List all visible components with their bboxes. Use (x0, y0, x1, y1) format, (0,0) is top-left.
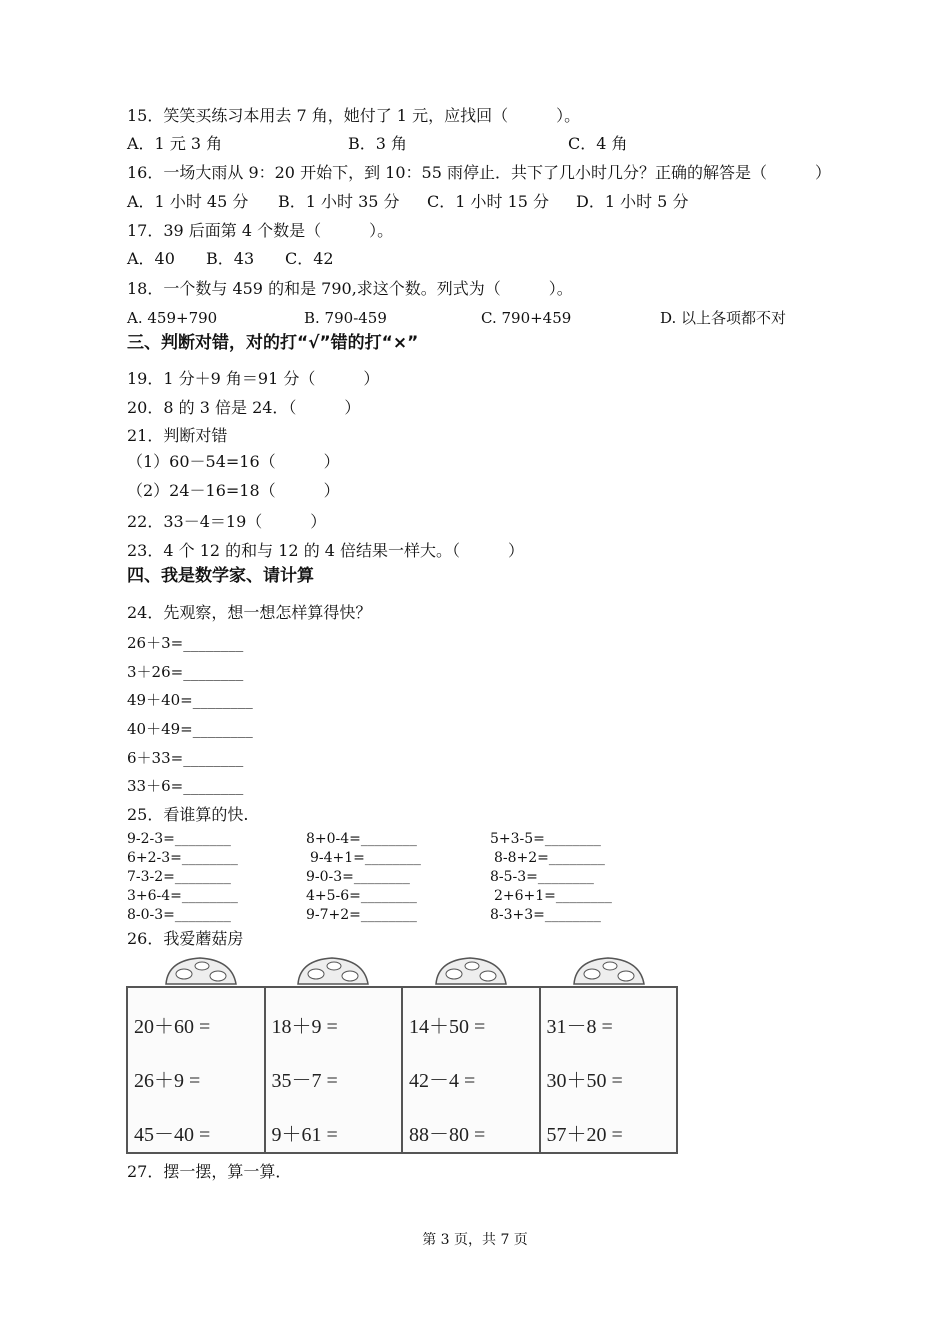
mushroom-house-column (403, 988, 541, 1152)
q25-stem: 25．看谁算的快. (127, 805, 249, 824)
q15-option-b[interactable]: B．3 角 (348, 134, 408, 153)
q18-option-d[interactable]: D. 以上各项都不对 (660, 309, 787, 327)
q25-item: 4+5-6=________ (306, 888, 417, 904)
mushroom-cap-icon (298, 958, 368, 984)
q24-item: 3＋26=________ (127, 663, 244, 681)
mushroom-house-column (128, 988, 266, 1152)
q25-item: 9-2-3=________ (127, 831, 231, 847)
mushroom-house-column (541, 988, 677, 1152)
q21-part-1: （1）60－54=16（ ） (127, 452, 340, 471)
q25-item: 7-3-2=________ (127, 869, 231, 885)
q17-option-a[interactable]: A．40 (127, 249, 175, 268)
q25-item: 5+3-5=________ (490, 831, 601, 847)
q15-stem: 15．笑笑买练习本用去 7 角，她付了 1 元，应找回（ ）。 (127, 106, 581, 125)
q22: 22．33－4＝19（ ） (127, 512, 327, 531)
q26-stem: 26．我爱蘑菇房 (127, 929, 244, 948)
q16-option-a[interactable]: A．1 小时 45 分 (127, 192, 249, 211)
q25-item: 3+6-4=________ (127, 888, 238, 904)
q16-stem: 16．一场大雨从 9：20 开始下，到 10：55 雨停止．共下了几小时几分？正确的解答是（ ） (127, 163, 831, 182)
q15-option-c[interactable]: C．4 角 (568, 134, 628, 153)
mushroom-caps (126, 952, 678, 988)
q16-option-b[interactable]: B．1 小时 35 分 (278, 192, 400, 211)
q25-item: 9-4+1=________ (310, 850, 421, 866)
calc-cell: 9＋61 = (271, 1124, 338, 1146)
q16-option-d[interactable]: D．1 小时 5 分 (576, 192, 689, 211)
q21-stem: 21．判断对错 (127, 426, 228, 445)
section-4-heading: 四、我是数学家、请计算 (127, 566, 314, 586)
q21-part-2: （2）24－16=18（ ） (127, 481, 340, 500)
calc-cell: 35－7 = (271, 1070, 338, 1092)
mushroom-house-figure (126, 952, 678, 1156)
q25-item: 8+0-4=________ (306, 831, 417, 847)
calc-cell: 18＋9 = (271, 1016, 338, 1038)
mushroom-house-column (266, 988, 404, 1152)
calc-cell: 14＋50 = (409, 1016, 486, 1038)
q17-option-b[interactable]: B．43 (206, 249, 255, 268)
mushroom-cap-icon (574, 958, 644, 984)
q24-item: 49＋40=________ (127, 691, 253, 709)
calc-cell: 45－40 = (134, 1124, 211, 1146)
q25-item: 2+6+1=________ (494, 888, 612, 904)
calc-cell: 42－4 = (409, 1070, 476, 1092)
q18-option-c[interactable]: C. 790+459 (481, 309, 572, 327)
q27-stem: 27．摆一摆，算一算． (127, 1162, 292, 1181)
q25-item: 9-7+2=________ (306, 907, 417, 923)
q24-item: 40＋49=________ (127, 720, 253, 738)
q18-option-a[interactable]: A. 459+790 (127, 309, 218, 327)
q25-item: 8-0-3=________ (127, 907, 231, 923)
calc-cell: 26＋9 = (134, 1070, 201, 1092)
q25-item: 8-8+2=________ (494, 850, 605, 866)
q19: 19．1 分＋9 角＝91 分（ ） (127, 369, 380, 388)
mushroom-cap-icon (166, 958, 236, 984)
mushroom-house-grid (126, 986, 678, 1154)
q16-option-c[interactable]: C．1 小时 15 分 (427, 192, 550, 211)
calc-cell: 88－80 = (409, 1124, 486, 1146)
q23: 23．4 个 12 的和与 12 的 4 倍结果一样大。（ ） (127, 541, 525, 560)
calc-cell: 31－8 = (546, 1016, 613, 1038)
q18-option-b[interactable]: B. 790-459 (304, 309, 387, 327)
q18-stem: 18．一个数与 459 的和是 790,求这个数。列式为（ ）。 (127, 279, 573, 298)
calc-cell: 30＋50 = (546, 1070, 623, 1092)
q25-item: 9-0-3=________ (306, 869, 410, 885)
q25-item: 8-3+3=________ (490, 907, 601, 923)
q25-item: 6+2-3=________ (127, 850, 238, 866)
section-3-heading: 三、判断对错，对的打“√”错的打“×” (127, 333, 419, 353)
q17-stem: 17．39 后面第 4 个数是（ ）。 (127, 221, 394, 240)
calc-cell: 20＋60 = (134, 1016, 211, 1038)
page-footer: 第 3 页，共 7 页 (422, 1232, 528, 1248)
q20: 20．8 的 3 倍是 24．（ ） (127, 398, 361, 417)
q24-item: 33＋6=________ (127, 777, 244, 795)
q17-option-c[interactable]: C．42 (285, 249, 334, 268)
q24-item: 6＋33=________ (127, 749, 244, 767)
q24-stem: 24．先观察，想一想怎样算得快？ (127, 603, 372, 622)
mushroom-cap-icon (436, 958, 506, 984)
q24-item: 26＋3=________ (127, 634, 244, 652)
q25-item: 8-5-3=________ (490, 869, 594, 885)
q15-option-a[interactable]: A．1 元 3 角 (127, 134, 223, 153)
calc-cell: 57＋20 = (546, 1124, 623, 1146)
